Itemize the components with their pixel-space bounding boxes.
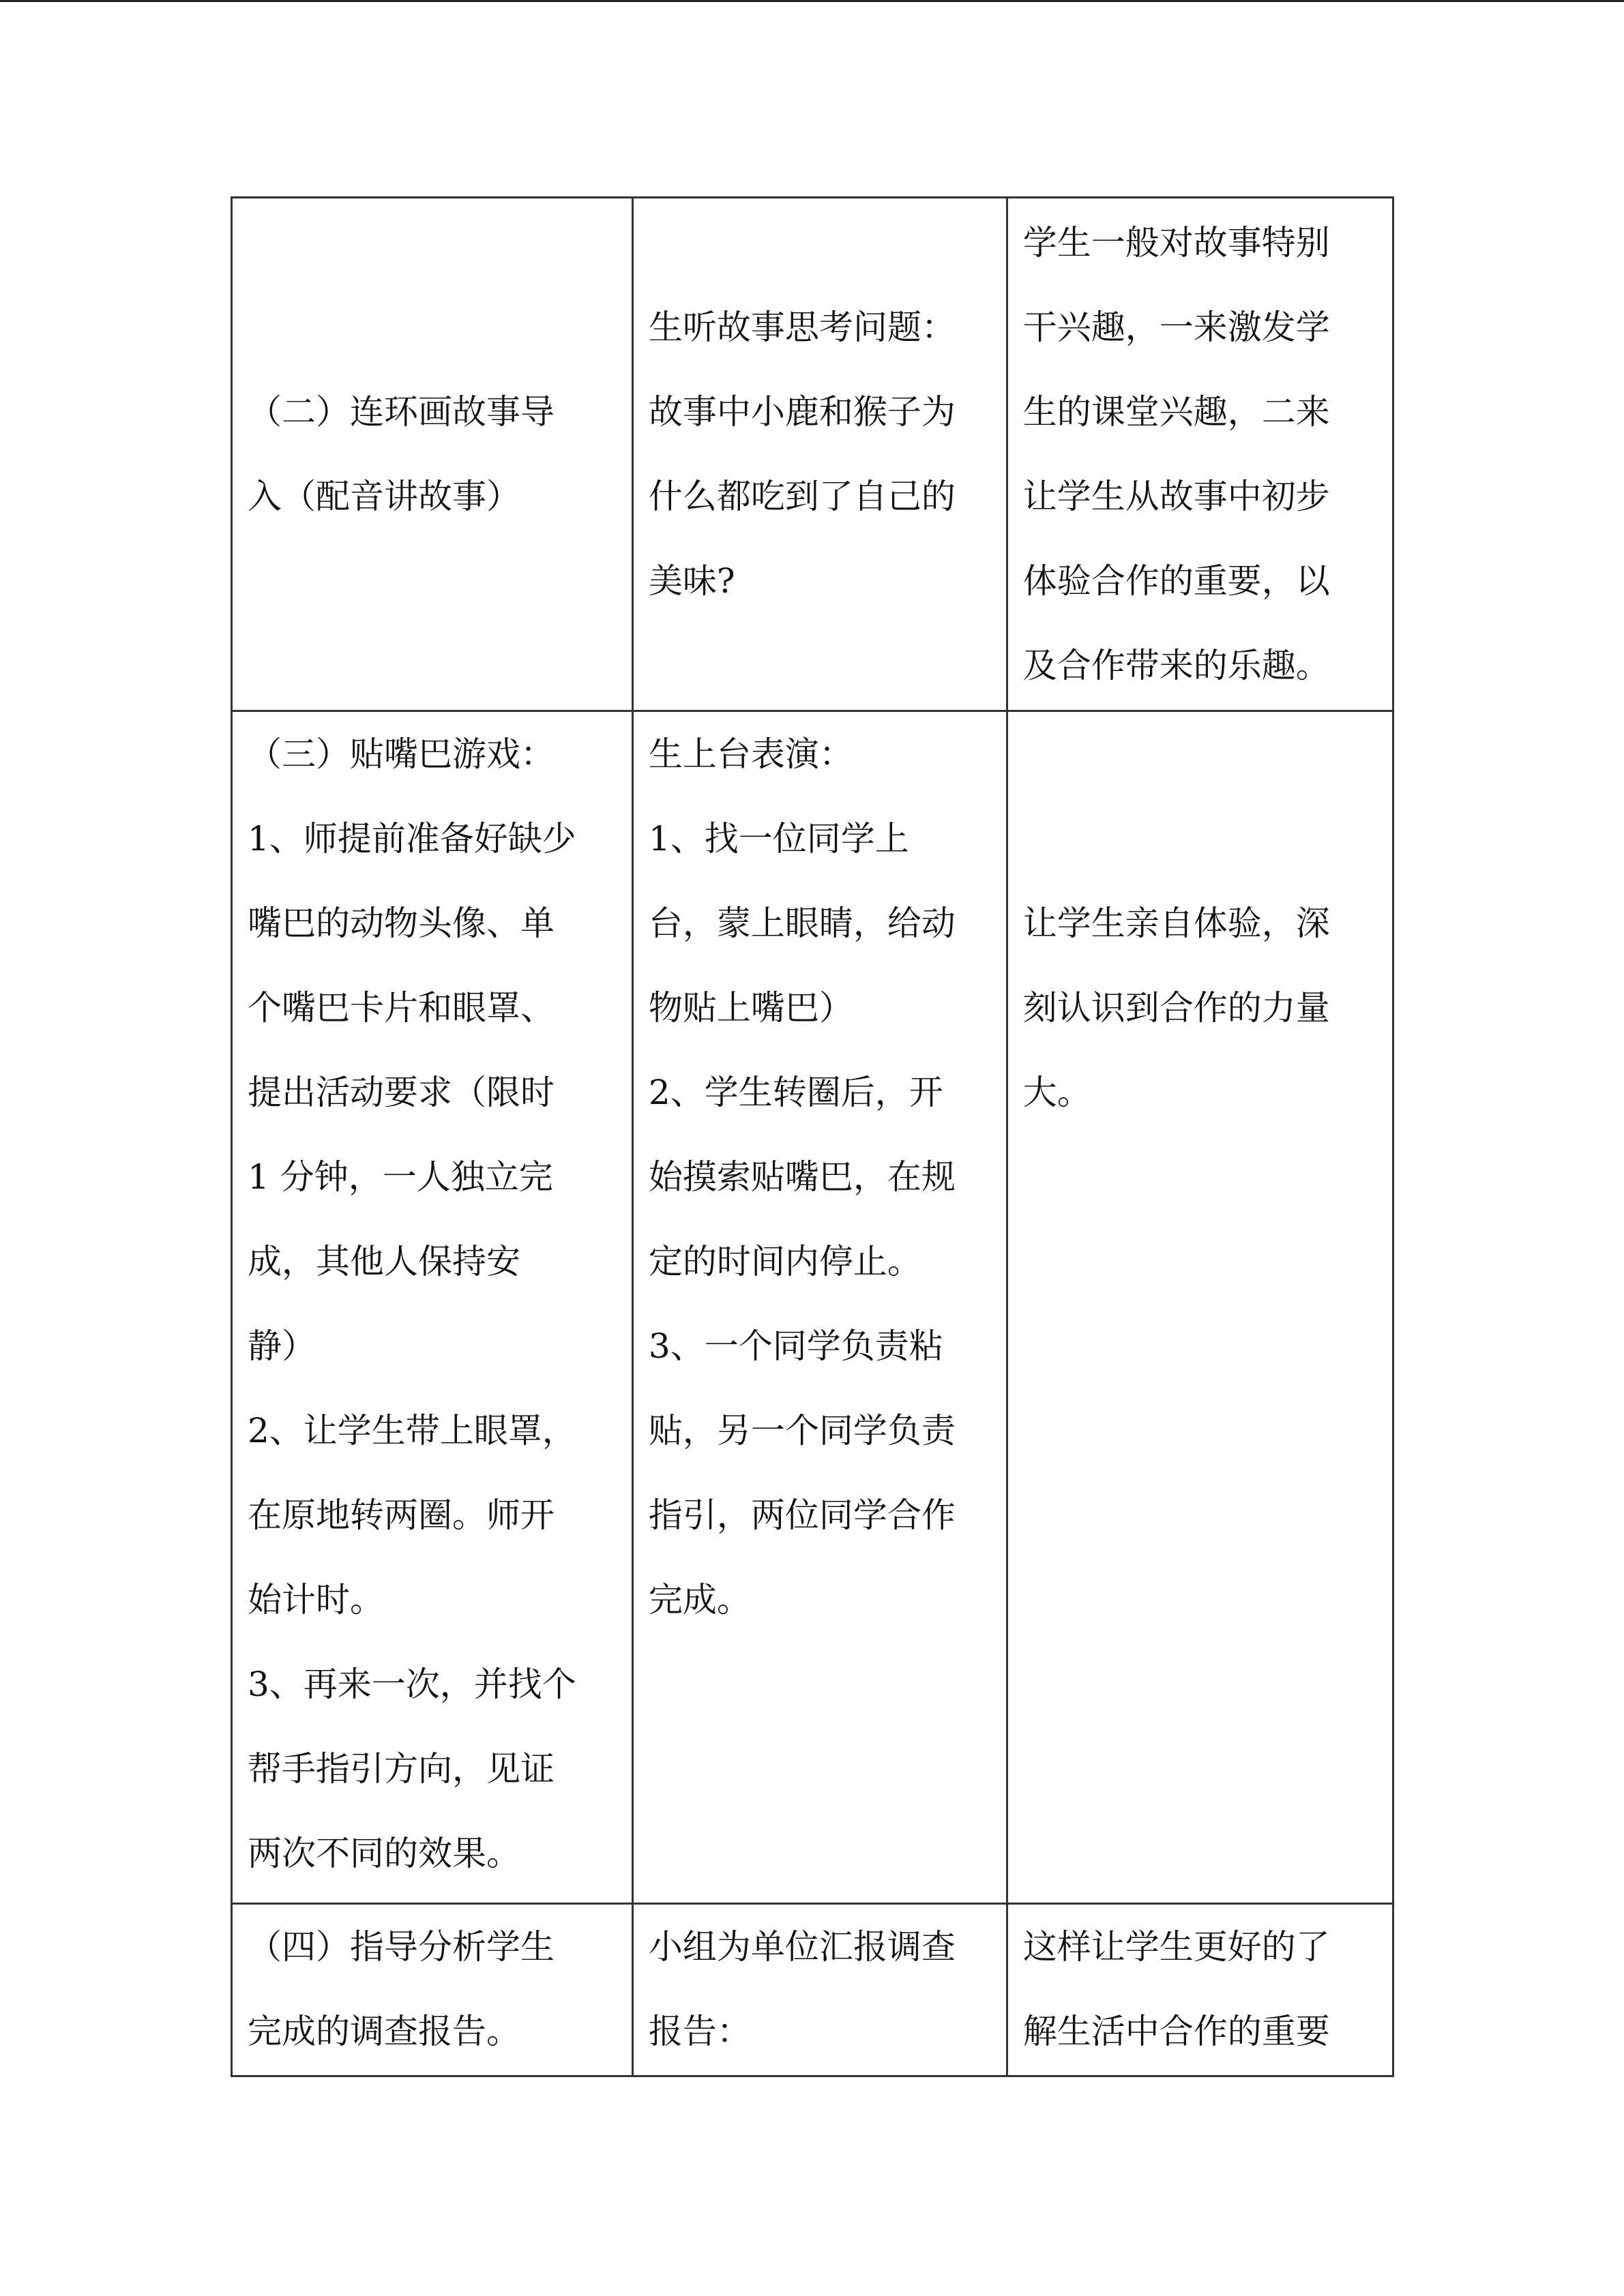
- cell-line: 静）: [248, 1326, 316, 1366]
- cell-line: 物贴上嘴巴）: [648, 988, 853, 1028]
- student-activity-cell: [632, 711, 1007, 1904]
- cell-line: 2、让学生带上眼罩，: [248, 1411, 576, 1450]
- teacher-activity-cell: [232, 711, 633, 1904]
- student-activity-cell: [632, 198, 1007, 711]
- cell-line: 解生活中合作的重要: [1022, 2012, 1330, 2051]
- cell-line: （四）指导分析学生: [248, 1927, 555, 1967]
- table-row: [232, 1904, 1393, 2076]
- cell-line: 及合作带来的乐趣。: [1022, 646, 1330, 685]
- cell-line: 2、学生转圈后，开: [648, 1073, 943, 1112]
- cell-line: 成，其他人保持安: [248, 1242, 520, 1281]
- cell-line: 完成。: [648, 1580, 751, 1620]
- table-row: [232, 711, 1393, 1904]
- page-top-border: [0, 0, 1624, 2]
- cell-line: 1、师提前准备好缺少: [248, 819, 576, 859]
- design-intent-cell: [1007, 1904, 1393, 2076]
- cell-line: 刻认识到合作的力量: [1022, 988, 1330, 1028]
- cell-line: 定的时间内停止。: [648, 1242, 921, 1281]
- cell-line: 生上台表演：: [648, 734, 853, 774]
- cell-line: 什么都吃到了自己的: [648, 477, 956, 516]
- cell-line: 让学生亲自体验，深: [1022, 904, 1330, 943]
- cell-line: 3、一个同学负责粘: [648, 1326, 943, 1366]
- cell-line: 3、再来一次，并找个: [248, 1665, 576, 1704]
- cell-line: 这样让学生更好的了: [1022, 1927, 1330, 1967]
- student-activity-cell: [632, 1904, 1007, 2076]
- cell-line: 让学生从故事中初步: [1022, 477, 1330, 516]
- teacher-activity-cell: [232, 1904, 633, 2076]
- cell-line: 生听故事思考问题：: [648, 308, 956, 347]
- lesson-plan-table: [231, 196, 1394, 2077]
- cell-line: 台，蒙上眼睛，给动: [648, 904, 956, 943]
- cell-line: 在原地转两圈。师开: [248, 1495, 555, 1535]
- cell-line: 美味?: [648, 561, 735, 601]
- cell-line: 1、找一位同学上: [648, 819, 909, 859]
- cell-line: 始计时。: [248, 1580, 384, 1620]
- cell-line: 帮手指引方向，见证: [248, 1749, 555, 1789]
- teacher-activity-cell: [232, 198, 633, 711]
- cell-line: 指引，两位同学合作: [648, 1495, 956, 1535]
- cell-line: 学生一般对故事特别: [1022, 223, 1330, 263]
- cell-line: 1 分钟，一人独立完: [248, 1157, 553, 1197]
- cell-line: 干兴趣，一来激发学: [1022, 308, 1330, 347]
- cell-line: 贴，另一个同学负责: [648, 1411, 956, 1450]
- cell-line: 完成的调查报告。: [248, 2012, 520, 2051]
- table-row: [232, 198, 1393, 711]
- cell-line: 始摸索贴嘴巴，在规: [648, 1157, 956, 1197]
- cell-line: 提出活动要求（限时: [248, 1073, 555, 1112]
- cell-line: 大。: [1022, 1073, 1091, 1112]
- cell-line: 体验合作的重要，以: [1022, 561, 1330, 601]
- cell-line: 报告：: [648, 2012, 751, 2051]
- design-intent-cell: [1007, 711, 1393, 1904]
- cell-line: 小组为单位汇报调查: [648, 1927, 956, 1967]
- cell-line: 两次不同的效果。: [248, 1834, 520, 1873]
- cell-line: （二）连环画故事导: [248, 392, 555, 432]
- cell-line: 个嘴巴卡片和眼罩、: [248, 988, 555, 1028]
- cell-line: 故事中小鹿和猴子为: [648, 392, 956, 432]
- cell-line: （三）贴嘴巴游戏：: [248, 734, 555, 774]
- cell-line: 生的课堂兴趣，二来: [1022, 392, 1330, 432]
- design-intent-cell: [1007, 198, 1393, 711]
- cell-line: 入（配音讲故事）: [248, 477, 520, 516]
- cell-line: 嘴巴的动物头像、单: [248, 904, 555, 943]
